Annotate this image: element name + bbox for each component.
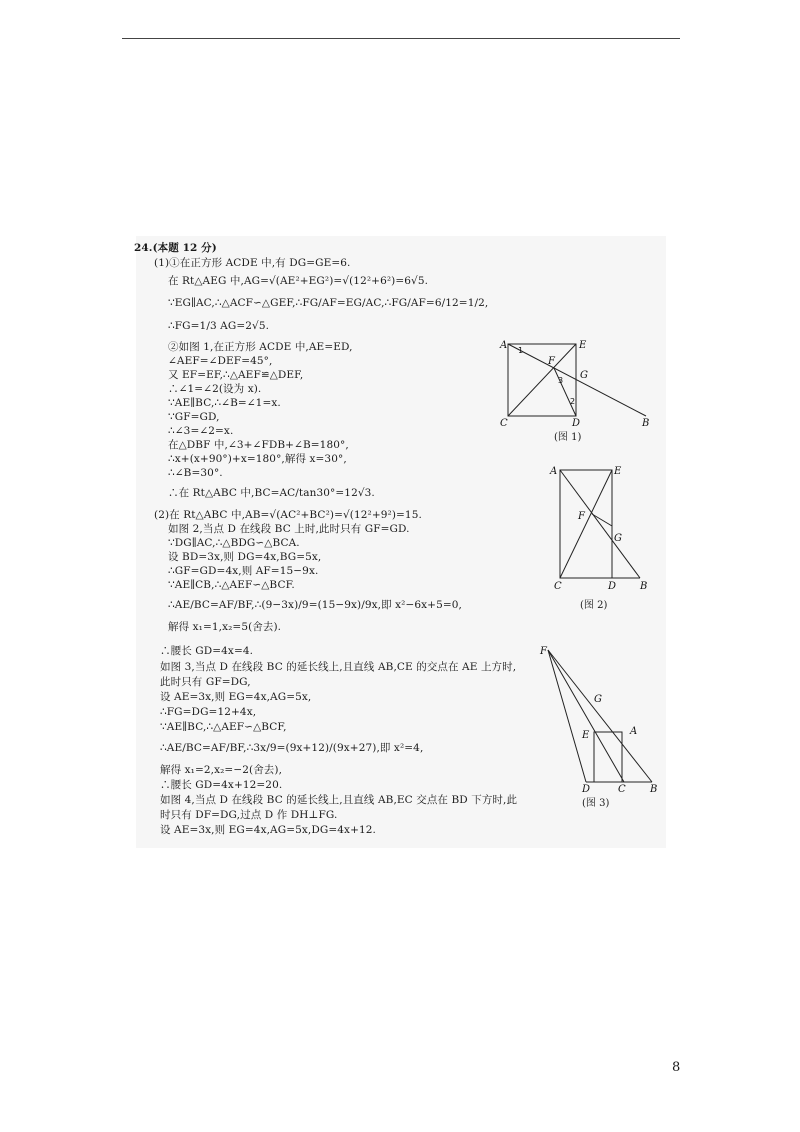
point-b: B — [642, 418, 650, 429]
figure-2-caption: (图 2) — [580, 600, 608, 611]
figure-3-caption: (图 3) — [582, 798, 610, 809]
point-b: B — [650, 784, 658, 794]
solution-line: ∵AE∥CB,∴△AEF∽△BCF. — [168, 579, 295, 591]
segment-fd — [548, 650, 586, 782]
solution-line: ∴∠3=∠2=x. — [168, 425, 234, 437]
solution-line: 如图 2,当点 D 在线段 BC 上时,此时只有 GF=GD. — [168, 523, 410, 535]
figure-1-caption: (图 1) — [554, 432, 582, 443]
solution-line: (2)在 Rt△ABC 中,AB=√(AC²+BC²)=√(12²+9²)=15. — [154, 509, 422, 521]
point-f: F — [578, 511, 585, 522]
solution-line: ∴腰长 GD=4x+12=20. — [160, 779, 283, 791]
segment-ab — [508, 344, 646, 416]
point-g: G — [594, 694, 602, 705]
solution-line: ∴∠B=30°. — [168, 467, 223, 479]
point-f: F — [540, 646, 547, 657]
point-e: E — [614, 466, 622, 477]
solution-line: ∴GF=GD=4x,则 AF=15−9x. — [168, 565, 319, 577]
solution-line: 时只有 DF=DG,过点 D 作 DH⊥FG. — [160, 809, 338, 821]
solution-line: (1)①在正方形 ACDE 中,有 DG=GE=6. — [154, 257, 351, 269]
solution-line: ∵DG∥AC,∴△BDG∽△BCA. — [168, 537, 300, 549]
point-c: C — [500, 418, 508, 429]
solution-line: 此时只有 GF=DG, — [160, 676, 251, 688]
diagonal-ce — [560, 470, 612, 578]
solution-line: 设 AE=3x,则 EG=4x,AG=5x,DG=4x+12. — [160, 824, 376, 836]
solution-line: 解得 x₁=2,x₂=−2(舍去), — [160, 764, 283, 776]
rectangle-aecd — [594, 732, 622, 782]
figure-2 — [548, 464, 658, 612]
solution-line: 在 Rt△AEG 中,AG=√(AE²+EG²)=√(12²+6²)=6√5. — [168, 275, 429, 287]
figure-2-diagram — [548, 464, 658, 594]
solution-line: ∴FG=DG=12+4x, — [160, 706, 257, 718]
page-number: 8 — [672, 1060, 681, 1075]
solution-line: ∴腰长 GD=4x=4. — [160, 645, 254, 657]
point-g: G — [614, 533, 622, 544]
figure-3 — [538, 644, 662, 809]
solution-line: 如图 3,当点 D 在线段 BC 的延长线上,且直线 AB,CE 的交点在 AE 上方时, — [160, 661, 517, 673]
solution-line: ②如图 1,在正方形 ACDE 中,AE=ED, — [168, 341, 353, 353]
point-b: B — [640, 581, 648, 592]
point-a: A — [630, 726, 638, 737]
angle-1: 1 — [518, 346, 524, 355]
point-f: F — [548, 356, 555, 367]
angle-2: 2 — [570, 397, 576, 406]
solution-line: ∴AE/BC=AF/BF,∴(9−3x)/9=(15−9x)/9x,即 x²−6x+5=0, — [168, 599, 462, 611]
point-d: D — [572, 418, 581, 429]
point-e: E — [582, 730, 590, 741]
solution-line: ∵EG∥AC,∴△ACF∽△GEF,∴FG/AF=EG/AC,∴FG/AF=6/12=1/2, — [168, 297, 489, 309]
figure-1 — [494, 340, 654, 445]
point-d: D — [582, 784, 591, 794]
point-g: G — [580, 370, 588, 381]
angle-3: 3 — [558, 376, 564, 385]
segment-fc — [548, 650, 624, 782]
solution-line: 设 BD=3x,则 DG=4x,BG=5x, — [168, 551, 322, 563]
solution-line: ∴∠1=∠2(设为 x). — [168, 383, 262, 395]
solution-line: 如图 4,当点 D 在线段 BC 的延长线上,且直线 AB,EC 交点在 BD 下方时,此 — [160, 794, 518, 806]
point-c: C — [554, 581, 562, 592]
solution-line: ∴FG=1/3 AG=2√5. — [168, 320, 270, 332]
point-e: E — [579, 340, 587, 351]
solution-line: ∠AEF=∠DEF=45°, — [168, 355, 273, 367]
solution-line: ∴在 Rt△ABC 中,BC=AC/tan30°=12√3. — [168, 487, 375, 499]
point-a: A — [550, 466, 558, 477]
point-a: A — [500, 340, 508, 351]
solution-line: ∴x+(x+90°)+x=180°,解得 x=30°, — [168, 453, 347, 465]
solution-line: 设 AE=3x,则 EG=4x,AG=5x, — [160, 691, 312, 703]
solution-line: ∵GF=GD, — [168, 411, 220, 423]
solution-line: ∵AE∥BC,∴△AEF∽△BCF, — [160, 721, 287, 733]
segment-fg — [592, 514, 612, 526]
solution-line: 在△DBF 中,∠3+∠FDB+∠B=180°, — [168, 439, 349, 451]
solution-line: 解得 x₁=1,x₂=5(舍去). — [168, 621, 282, 633]
segment-ab — [560, 470, 640, 578]
figure-3-diagram — [538, 644, 662, 794]
solution-line: ∴AE/BC=AF/BF,∴3x/9=(9x+12)/(9x+27),即 x²=4, — [160, 742, 424, 754]
point-c: C — [618, 784, 626, 794]
solution-line: ∵AE∥BC,∴∠B=∠1=x. — [168, 397, 281, 409]
point-d: D — [608, 581, 617, 592]
segment-fb — [548, 650, 652, 782]
top-rule — [122, 38, 680, 39]
solution-line: 又 EF=EF,∴△AEF≌△DEF, — [168, 369, 304, 381]
problem-header: 24.(本题 12 分) — [134, 242, 217, 254]
